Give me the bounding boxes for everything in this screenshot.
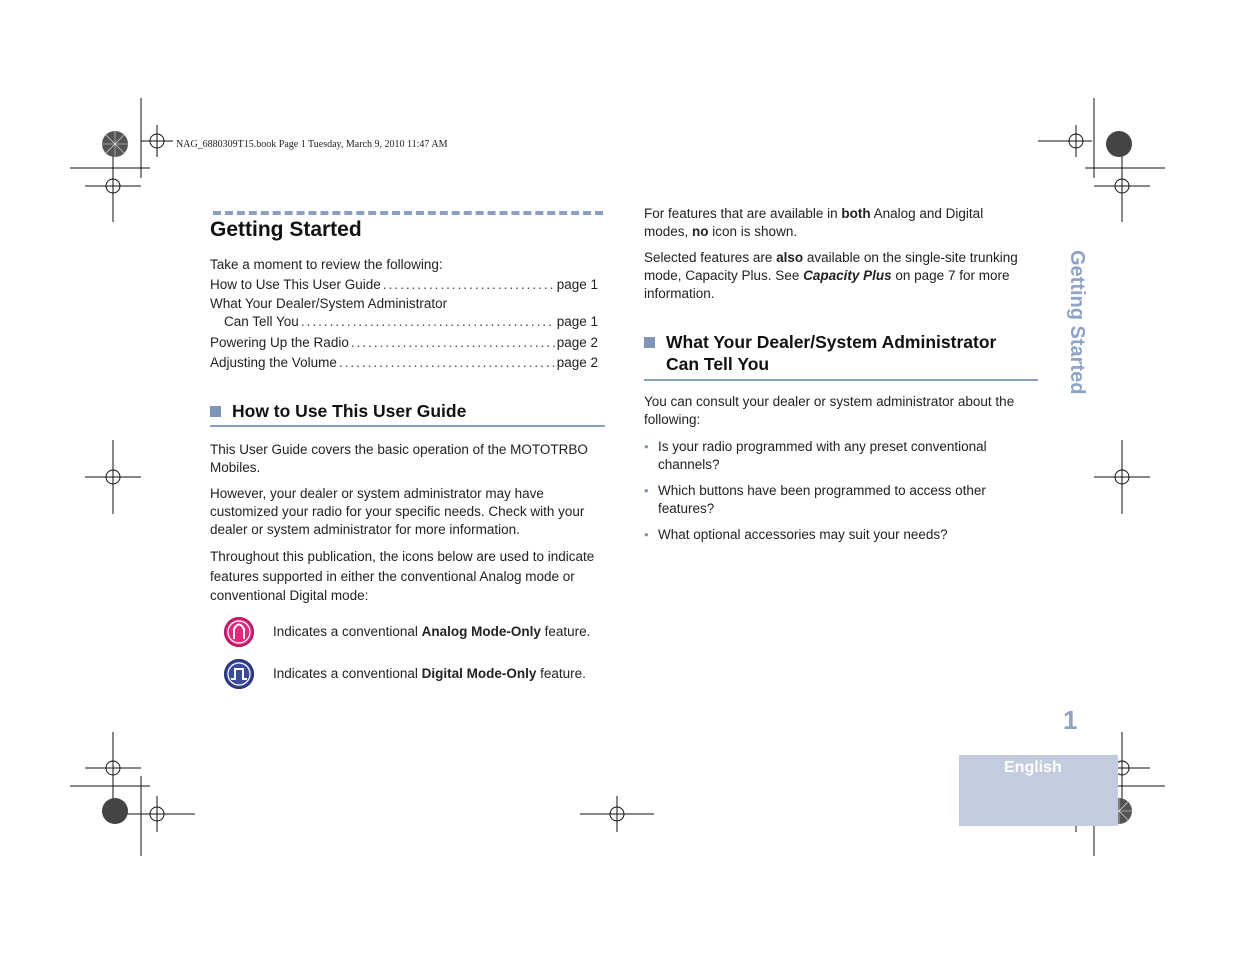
bullet-icon: • [644,483,649,498]
analog-mode-row: Indicates a conventional Analog Mode-Only feature. [224,617,590,647]
page-title: Getting Started [210,218,362,241]
intro-text: Take a moment to review the following: [210,257,443,272]
section-heading-dealer: What Your Dealer/System Administrator Can Tell You [644,331,1038,381]
digital-mode-icon [224,659,254,689]
capacity-plus-link[interactable]: Capacity Plus [803,268,892,283]
section-heading-user-guide: How to Use This User Guide [210,400,605,427]
features-note [644,205,1024,303]
consult-text: You can consult your dealer or system administrator about the following: [644,394,1015,427]
toc-item[interactable]: Powering Up the Radio ..... page 2 [210,335,598,354]
page-number: 1 [1063,705,1078,735]
toc-item[interactable]: Can Tell You ..... page 1 [210,314,598,333]
list-item: • Is your radio programmed with any preset conventional channels? [644,439,987,472]
paragraph: Throughout this publication, the icons below are used to indicate features supported in either the conventional Analog mode or conventional Digital mode: [210,549,595,603]
paragraph: This User Guide covers the basic operation of the MOTOTRBO Mobiles. [210,442,588,475]
toc-item[interactable]: What Your Dealer/System Administrator [210,296,448,311]
print-header: NAG_6880309T15.book Page 1 Tuesday, March 9, 2010 11:47 AM [176,139,448,150]
section-square-icon [644,337,655,348]
user-guide-body [210,441,605,606]
section-square-icon [210,406,221,417]
analog-mode-icon [224,617,254,647]
paragraph: However, your dealer or system administrator may have customized your radio for your specific needs. Check with your dealer or system administrator for more information. [210,486,585,537]
list-item: • What optional accessories may suit your needs? [644,527,948,542]
chapter-side-tab: Getting Started [1066,250,1088,395]
paragraph: Selected features are also available on the single-site trunking mode, Capacity Plus. See Capacity Plus on page 7 for more information. [644,250,1018,301]
bullet-icon: • [644,439,649,454]
language-label: English [1004,759,1062,776]
table-of-contents [210,277,598,374]
list-item: • Which buttons have been programmed to access other features? [644,483,986,516]
bullet-icon: • [644,527,649,542]
section-rule [213,211,603,215]
digital-mode-row: Indicates a conventional Digital Mode-Only feature. [224,659,586,689]
paragraph: For features that are available in both Analog and Digital modes, no icon is shown. [644,206,984,239]
toc-item[interactable]: How to Use This User Guide ..... page 1 [210,277,598,296]
toc-item[interactable]: Adjusting the Volume ..... page 2 [210,355,598,374]
bullet-list [644,438,1024,552]
